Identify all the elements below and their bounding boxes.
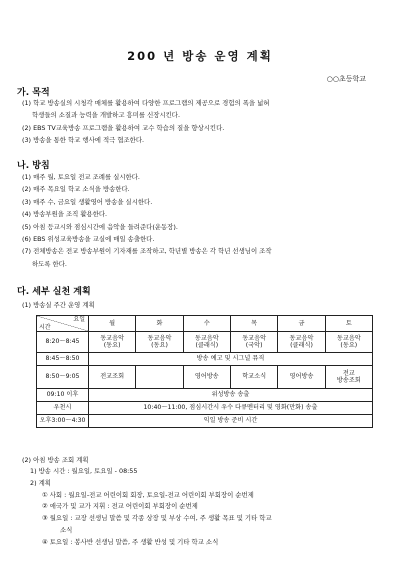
time-cell: 09:10 이후 — [37, 389, 89, 402]
weekly-schedule-table — [36, 315, 373, 428]
plan-line: ④ 토요일 : 봉사반 선생님 말씀, 주 생활 반성 및 기타 학교 소식 — [42, 537, 219, 546]
section-purpose-heading: 가. 목적 — [17, 88, 50, 98]
schedule-cell: 10:40～11:00, 점심시간시 우수 다큐멘터리 및 영화(만화) 송출 — [89, 402, 373, 415]
schedule-cell: 동교음악 (동요) — [325, 332, 372, 353]
day-header: 수 — [183, 316, 230, 332]
table-row — [37, 353, 373, 366]
schedule-cell: 동교음악 (클래식) — [278, 332, 325, 353]
schedule-cell: 전교 방송조회 — [325, 366, 372, 389]
schedule-cell: 동교음악 (동요) — [136, 332, 183, 353]
table-header-row — [37, 316, 373, 332]
purpose-line: 학생들의 소질과 능력을 개발하고 흥미를 신장시킨다. — [32, 111, 181, 120]
schedule-cell: 위성방송 송출 — [89, 389, 373, 402]
table-row — [37, 402, 373, 415]
schedule-cell: 영어방송 — [183, 366, 230, 389]
morning-plan-subheading: (2) 아침 방송 조회 계획 — [22, 456, 89, 464]
schedule-cell: 방송 예고 및 시그널 뮤직 — [89, 353, 373, 366]
schedule-cell: 학교소식 — [230, 366, 277, 389]
policy-line: 하도록 한다. — [32, 259, 67, 268]
plan-line: 1) 방송 시간 : 월요일, 토요일 - 08:55 — [30, 467, 138, 475]
section-plan-heading: 다. 세부 실천 계획 — [17, 287, 91, 297]
document-title: 200 년 방송 운영 계획 — [127, 49, 273, 63]
policy-line: (4) 방송부원을 조직 활용한다. — [22, 210, 108, 219]
day-header: 월 — [89, 316, 136, 332]
table-row — [37, 366, 373, 389]
schedule-cell: 전교조회 — [89, 366, 136, 389]
morning-plan-body — [30, 466, 370, 549]
corner-day-label: 요일 — [73, 316, 85, 323]
policy-line: (5) 아침 등교시와 점심시간에 음악을 들려준다(운동장). — [22, 222, 178, 231]
table-row — [37, 332, 373, 353]
schedule-cell: 동교음악 (클래식) — [183, 332, 230, 353]
policy-line: (6) EBS 위성교육방송을 교실에 매일 송출한다. — [22, 235, 155, 244]
purpose-line: (1) 학교 방송실의 시청각 매체를 활용하여 다양한 프로그램의 제공으로 경험의 폭을 넓혀 — [22, 99, 270, 107]
schedule-cell: 동교음악 (동요) — [89, 332, 136, 353]
day-header: 화 — [136, 316, 183, 332]
day-header: 금 — [278, 316, 325, 332]
purpose-line: (3) 방송을 통한 학교 행사에 적극 협조한다. — [22, 136, 145, 145]
plan-line: ③ 월요일 : 교장 선생님 말씀 및 각종 상장 및 부상 수여, 주 생활 목표 및 기타 학교 — [42, 514, 272, 523]
schedule-cell: 영어방송 — [278, 366, 325, 389]
table-row — [37, 389, 373, 402]
schedule-cell: 동교음악 (국악) — [230, 332, 277, 353]
schedule-cell: 익일 방송 준비 시간 — [89, 415, 373, 428]
corner-time-label: 시간 — [39, 323, 51, 331]
day-header: 토 — [325, 316, 372, 332]
plan-line: ① 사회 : 월요일-전교 어린이회 회장, 토요일-전교 어린이회 부회장이 순번제 — [42, 490, 254, 499]
schedule-cell — [136, 366, 183, 389]
day-header: 목 — [230, 316, 277, 332]
time-cell: 8:50～9:05 — [37, 366, 89, 389]
policy-line: (1) 매주 월, 토요일 전교 조례를 실시한다. — [22, 173, 140, 181]
plan-line: 소식 — [60, 525, 73, 534]
purpose-line: (2) EBS TV교육방송 프로그램을 활용하여 교수 학습의 질을 향상시킨다. — [22, 123, 225, 132]
weekly-plan-subheading: (1) 방송실 주간 운영 계획 — [22, 301, 95, 309]
policy-line: (3) 매주 수, 금요일 생활영어 방송을 실시한다. — [22, 197, 153, 206]
time-cell: 오후3:00～4:30 — [37, 415, 89, 428]
school-name: ○○초등학교 — [326, 75, 366, 83]
time-cell: 우천시 — [37, 402, 89, 415]
plan-line: 2) 계획 — [30, 478, 51, 487]
section-policy-body — [22, 171, 362, 270]
time-cell: 8:20～8:45 — [37, 332, 89, 353]
table-corner-cell — [37, 316, 89, 332]
plan-line: ② 애국가 및 교가 지휘 : 전교 어린이회 부회장이 순번제 — [42, 502, 198, 511]
table-row — [37, 415, 373, 428]
policy-line: (7) 전체방송은 전교 방송부원이 기자재를 조작하고, 학년별 방송은 각 학년 선생님이 조작 — [22, 247, 272, 256]
section-purpose-body — [22, 97, 362, 147]
section-policy-heading: 나. 방침 — [17, 161, 50, 171]
policy-line: (2) 매주 목요일 학교 소식을 방송한다. — [22, 185, 130, 194]
time-cell: 8:45～8:50 — [37, 353, 89, 366]
